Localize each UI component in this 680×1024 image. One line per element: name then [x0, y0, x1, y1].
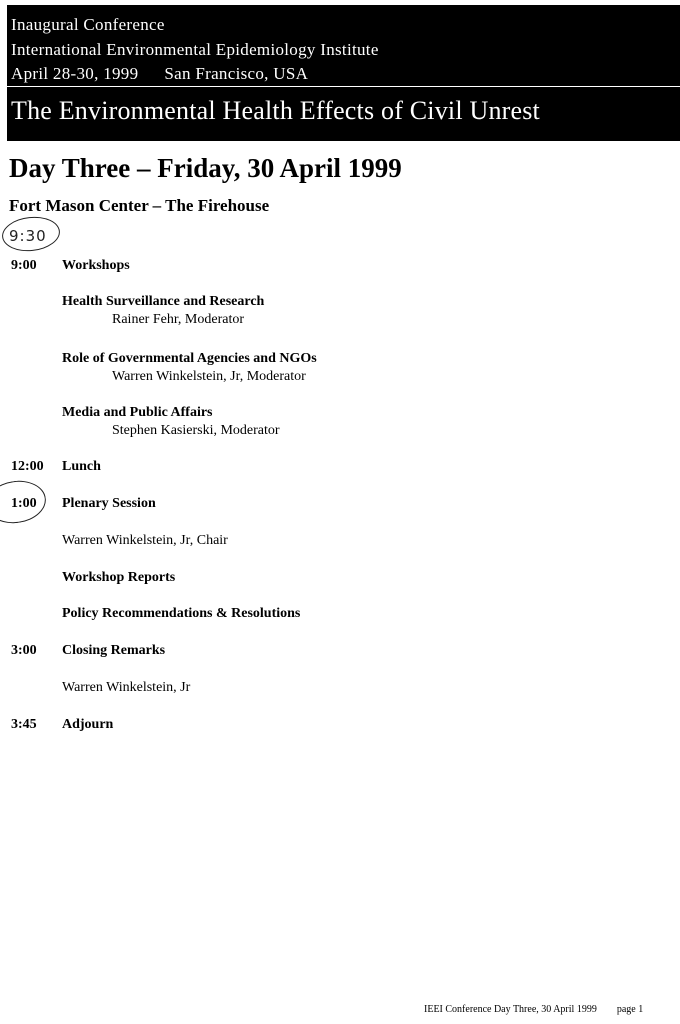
time-adjourn: 3:45 [11, 717, 37, 732]
workshop-moderator: Stephen Kasierski, Moderator [112, 423, 280, 438]
page-number: page 1 [616, 1004, 644, 1015]
label-plenary: Plenary Session [62, 496, 156, 511]
conference-dates-location [11, 64, 308, 84]
time-plenary: 1:00 [11, 496, 37, 511]
conference-title: The Environmental Health Effects of Civil Unrest [11, 96, 540, 125]
workshop-title: Media and Public Affairs [62, 405, 213, 420]
workshop-title: Role of Governmental Agencies and NGOs [62, 351, 317, 366]
day-heading: Day Three – Friday, 30 April 1999 [9, 153, 402, 183]
venue: Fort Mason Center – The Firehouse [9, 196, 270, 215]
label-lunch: Lunch [62, 459, 101, 474]
time-lunch: 12:00 [11, 459, 44, 474]
page-footer [424, 1004, 643, 1015]
institute-name: International Environmental Epidemiology Institute [11, 40, 379, 59]
footer-text: IEEI Conference Day Three, 30 April 1999 [424, 1004, 597, 1015]
header-divider [7, 86, 680, 87]
workshop-reports: Workshop Reports [62, 570, 176, 585]
conference-dates: April 28-30, 1999 [11, 64, 139, 83]
label-closing: Closing Remarks [62, 643, 166, 658]
policy-recommendations: Policy Recommendations & Resolutions [62, 606, 301, 621]
time-workshops: 9:00 [11, 258, 37, 273]
workshop-title: Health Surveillance and Research [62, 294, 265, 309]
closing-speaker: Warren Winkelstein, Jr [62, 680, 191, 695]
handwritten-note: 9:30 [9, 227, 47, 245]
conference-location: San Francisco, USA [164, 64, 309, 83]
header-banner [7, 5, 680, 141]
label-workshops: Workshops [62, 258, 130, 273]
label-adjourn: Adjourn [62, 717, 114, 732]
workshop-moderator: Warren Winkelstein, Jr, Moderator [112, 369, 306, 384]
plenary-chair: Warren Winkelstein, Jr, Chair [62, 533, 228, 548]
workshop-moderator: Rainer Fehr, Moderator [112, 312, 245, 327]
time-closing: 3:00 [11, 643, 37, 658]
conference-name: Inaugural Conference [11, 15, 165, 34]
